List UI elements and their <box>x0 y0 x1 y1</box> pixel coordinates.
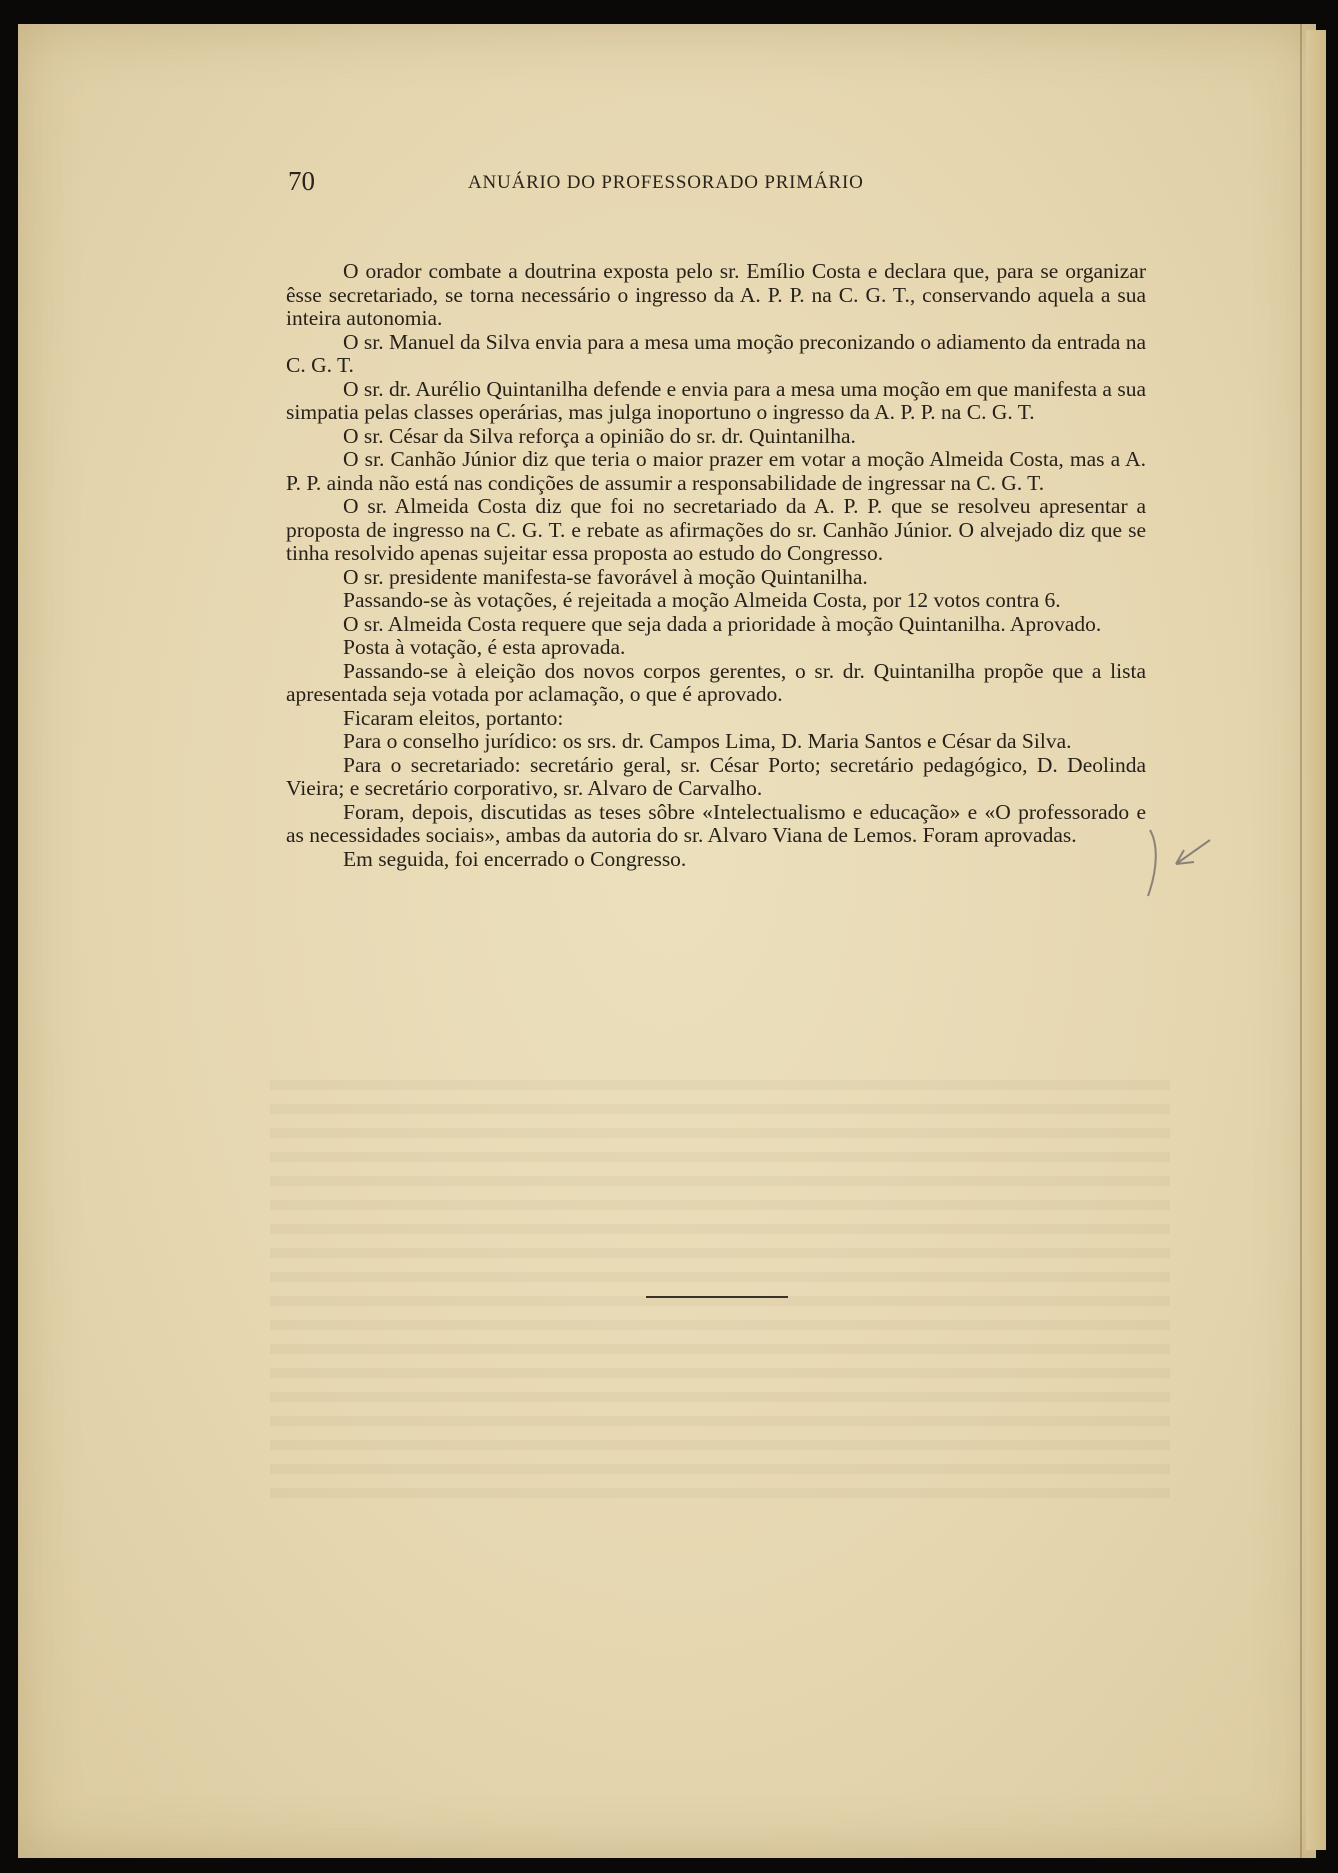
paragraph: Ficaram eleitos, portanto: <box>343 705 564 730</box>
paragraph: Para o conselho jurídico: os srs. dr. Campos Lima, D. Maria Santos e César da Silva. <box>343 729 1072 753</box>
paragraph: Foram, depois, discutidas as teses sôbre «Intelectualismo e educação» e «O professorado e as necessidades sociais», ambas da autoria do sr. Alvaro Viana de Lemos. Foram aprovadas. <box>286 799 1146 847</box>
page-header <box>288 166 978 202</box>
body-text <box>286 260 1146 871</box>
paragraph: O sr. Manuel da Silva envia para a mesa uma moção preconizando o adiamento da entrada na C. G. T. <box>286 329 1146 377</box>
paragraph: O sr. Canhão Júnior diz que teria o maior prazer em votar a moção Almeida Costa, mas a A. P. P. ainda não está nas condições de assumir a responsabilidade de ingressar na C. G. T. <box>286 447 1146 495</box>
pencil-annotation-mark <box>1140 826 1220 902</box>
paragraph: Em seguida, foi encerrado o Congresso. <box>343 846 687 871</box>
paragraph: O sr. dr. Aurélio Quintanilha defende e envia para a mesa uma moção em que manifesta a sua simpatia pelas classes operárias, mas julga inoportuno o ingresso da A. P. P. na C. G. T. <box>286 376 1146 424</box>
adjacent-page-edge <box>1306 30 1326 1850</box>
paragraph: O sr. Almeida Costa requere que seja dada a prioridade à moção Quintanilha. Aprovado. <box>343 611 1102 636</box>
page-fold-line <box>1300 24 1302 1858</box>
paragraph: O sr. César da Silva reforça a opinião do sr. dr. Quintanilha. <box>343 423 856 448</box>
paragraph: Posta à votação, é esta aprovada. <box>343 635 626 659</box>
paragraph: Passando-se à eleição dos novos corpos gerentes, o sr. dr. Quintanilha propõe que a lista apresentada seja votada por aclamação, o que é aprovado. <box>286 658 1146 706</box>
paragraph: O sr. Almeida Costa diz que foi no secretariado da A. P. P. que se resolveu apresentar a proposta de ingresso na C. G. T. e rebate as afirmações do sr. Canhão Júnior. O alvejado diz que se tinha resolvido apenas sujeitar essa proposta ao estudo do Congresso. <box>286 494 1146 565</box>
paragraph: O sr. presidente manifesta-se favorável à moção Quintanilha. <box>343 564 868 589</box>
paragraph: Passando-se às votações, é rejeitada a moção Almeida Costa, por 12 votos contra 6. <box>343 588 1061 612</box>
running-title: ANUÁRIO DO PROFESSORADO PRIMÁRIO <box>468 172 864 193</box>
section-end-rule <box>646 1296 788 1298</box>
show-through-text <box>270 1080 1170 1500</box>
paragraph: Para o secretariado: secretário geral, sr. César Porto; secretário pedagógico, D. Deolinda Vieira; e secretário corporativo, sr. Alvaro de Carvalho. <box>286 752 1146 800</box>
paragraph: O orador combate a doutrina exposta pelo sr. Emílio Costa e declara que, para se organizar êsse secretariado, se torna necessário o ingresso da A. P. P. na C. G. T., conservando aquela a sua inteira autonomia. <box>286 259 1146 330</box>
page-number: 70 <box>288 166 315 196</box>
